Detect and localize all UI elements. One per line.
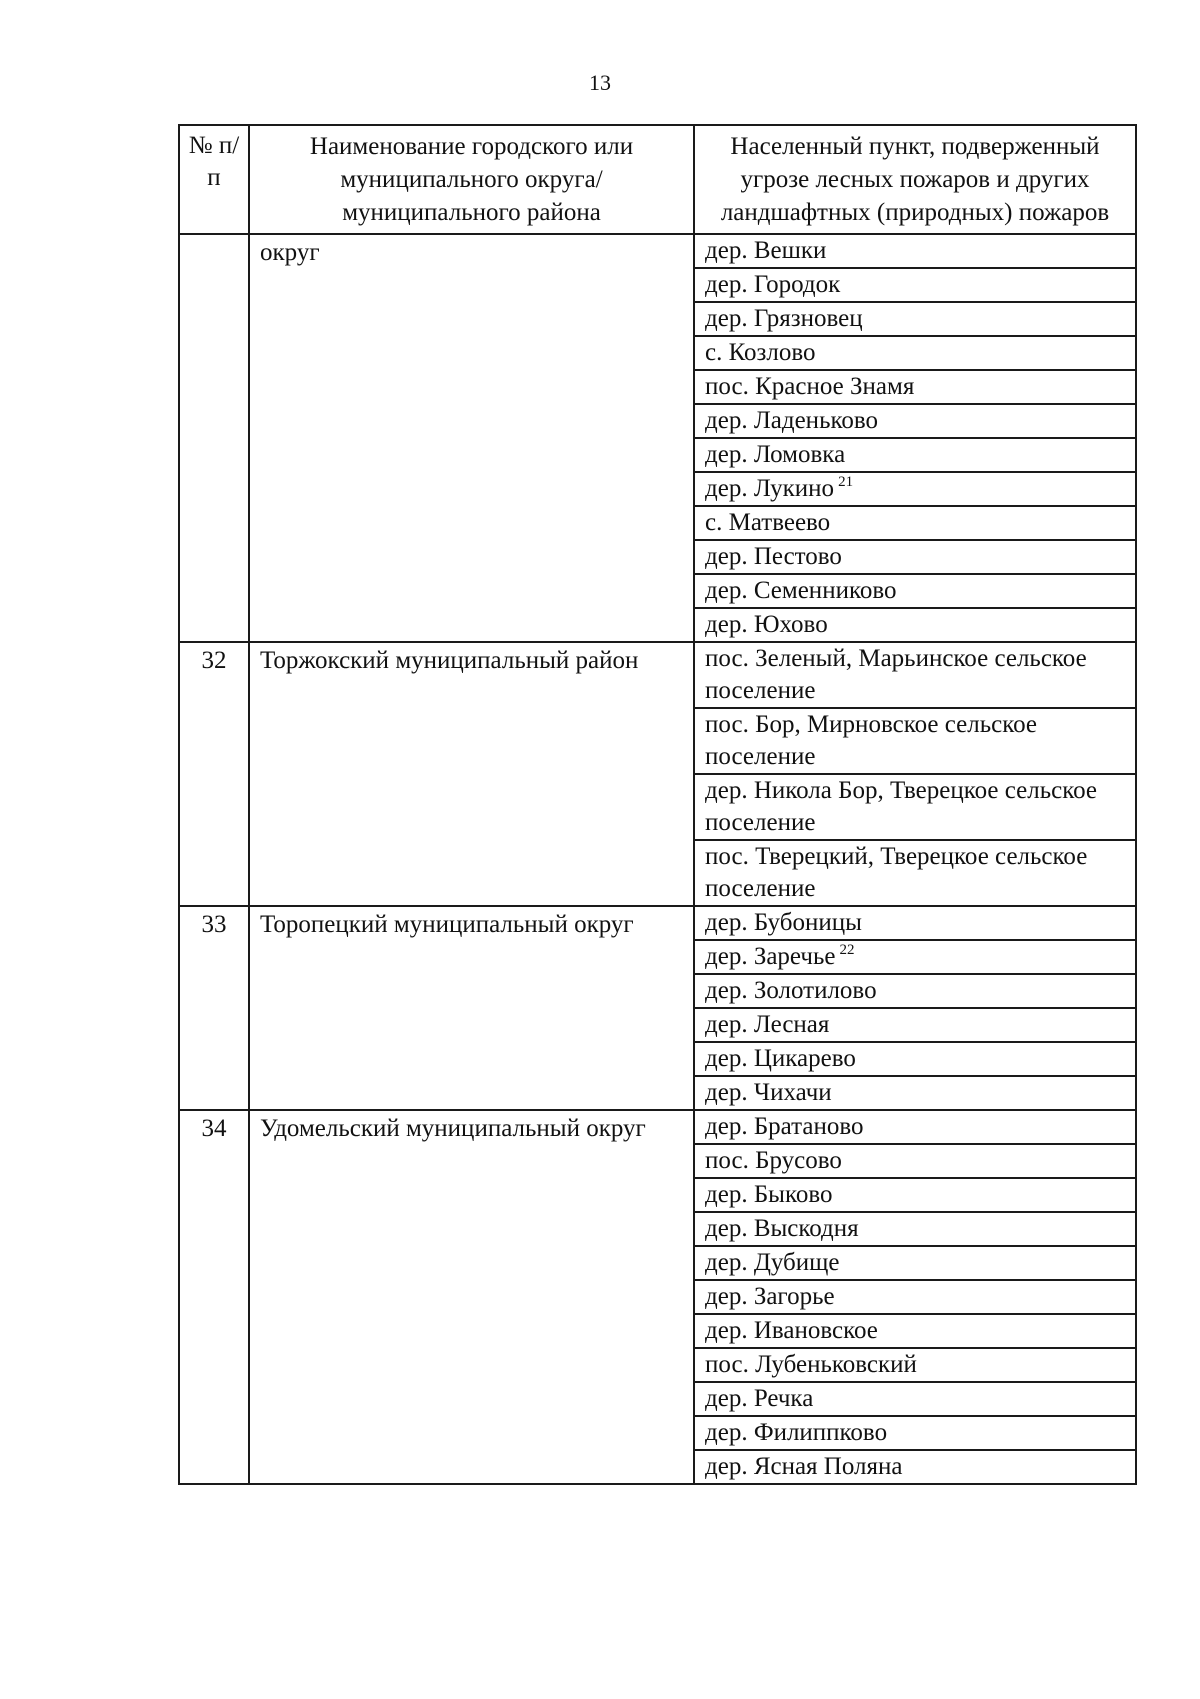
settlement-name: дер. Золотилово — [705, 977, 877, 1004]
table-body — [179, 234, 1136, 1484]
settlement-name: дер. Загорье — [705, 1283, 835, 1310]
settlement-item — [695, 1247, 1135, 1281]
settlement-list — [695, 907, 1135, 1109]
footnote-marker: 21 — [838, 474, 854, 490]
settlements-table — [178, 124, 1137, 1485]
settlement-name: дер. Выскодня — [705, 1215, 859, 1242]
footnote-marker: 22 — [839, 942, 855, 958]
settlement-item — [695, 405, 1135, 439]
settlement-item — [695, 709, 1135, 775]
row-number — [179, 234, 249, 642]
settlement-name: пос. Брусово — [705, 1147, 842, 1174]
settlement-item — [695, 775, 1135, 841]
settlement-item — [695, 609, 1135, 641]
settlement-name: дер. Братаново — [705, 1113, 864, 1140]
settlement-item — [695, 575, 1135, 609]
settlement-item — [695, 303, 1135, 337]
settlement-item — [695, 473, 1135, 507]
settlement-name: дер. Пестово — [705, 543, 842, 570]
settlement-item — [695, 541, 1135, 575]
settlement-item — [695, 1213, 1135, 1247]
settlement-item — [695, 1145, 1135, 1179]
settlement-item — [695, 841, 1135, 905]
settlement-name: дер. Речка — [705, 1385, 814, 1412]
district-name: Удомельский муниципальный округ — [249, 1110, 694, 1484]
settlement-item — [695, 1315, 1135, 1349]
settlement-name: дер. Никола Бор, Тверецкое сельское поселение — [705, 777, 1098, 836]
settlement-list-cell — [694, 642, 1136, 906]
settlement-list — [695, 643, 1135, 905]
settlement-name: дер. Юхово — [705, 611, 828, 638]
settlement-name: дер. Лесная — [705, 1011, 830, 1038]
settlement-item — [695, 975, 1135, 1009]
settlement-item — [695, 941, 1135, 975]
settlement-name: дер. Дубище — [705, 1249, 840, 1276]
settlement-item — [695, 1179, 1135, 1213]
row-number: 34 — [179, 1110, 249, 1484]
settlement-list-cell — [694, 234, 1136, 642]
settlement-name: дер. Грязновец — [705, 305, 863, 332]
header-number: № п/п — [179, 125, 249, 234]
settlement-name: с. Козлово — [705, 339, 816, 366]
settlement-name: дер. Ивановское — [705, 1317, 878, 1344]
settlement-item — [695, 1417, 1135, 1451]
settlement-item — [695, 1111, 1135, 1145]
settlement-item — [695, 1043, 1135, 1077]
settlement-name: дер. Чихачи — [705, 1079, 832, 1106]
settlement-name: пос. Бор, Мирновское сельское поселение — [705, 711, 1037, 770]
header-settlement: Населенный пункт, подверженный угрозе лесных пожаров и других ландшафтных (природных) пожаров — [694, 125, 1136, 234]
header-district-name: Наименование городского или муниципального округа/муниципального района — [249, 125, 694, 234]
table-row — [179, 642, 1136, 906]
table-row — [179, 234, 1136, 642]
settlement-item — [695, 907, 1135, 941]
settlement-item — [695, 1009, 1135, 1043]
settlement-name: пос. Тверецкий, Тверецкое сельское поселение — [705, 843, 1088, 902]
settlement-item — [695, 643, 1135, 709]
settlement-name: дер. Семенниково — [705, 577, 897, 604]
settlement-name: с. Матвеево — [705, 509, 831, 536]
settlement-name: дер. Ломовка — [705, 441, 846, 468]
settlement-list — [695, 1111, 1135, 1483]
settlement-name: дер. Городок — [705, 271, 841, 298]
district-name: Торопецкий муниципальный округ — [249, 906, 694, 1110]
district-name: округ — [249, 234, 694, 642]
settlement-item — [695, 269, 1135, 303]
settlement-name: дер. Вешки — [705, 237, 827, 264]
page-number: 13 — [589, 70, 611, 95]
settlement-name: дер. Быково — [705, 1181, 833, 1208]
table-header-row — [179, 125, 1136, 234]
settlement-name: пос. Зеленый, Марьинское сельское поселение — [705, 645, 1087, 704]
district-name: Торжокский муниципальный район — [249, 642, 694, 906]
settlement-name: пос. Красное Знамя — [705, 373, 915, 400]
settlement-item — [695, 371, 1135, 405]
settlement-item — [695, 1077, 1135, 1109]
settlement-name: дер. Заречье — [705, 943, 836, 970]
settlement-item — [695, 235, 1135, 269]
settlement-list — [695, 235, 1135, 641]
settlement-item — [695, 1451, 1135, 1483]
settlement-item — [695, 507, 1135, 541]
row-number: 32 — [179, 642, 249, 906]
row-number: 33 — [179, 906, 249, 1110]
settlement-name: дер. Ладеньково — [705, 407, 878, 434]
settlement-item — [695, 439, 1135, 473]
settlement-name: дер. Цикарево — [705, 1045, 856, 1072]
settlement-list-cell — [694, 906, 1136, 1110]
settlement-name: дер. Бубоницы — [705, 909, 862, 936]
settlement-item — [695, 1349, 1135, 1383]
settlement-item — [695, 1281, 1135, 1315]
settlement-item — [695, 337, 1135, 371]
table-row — [179, 1110, 1136, 1484]
table-row — [179, 906, 1136, 1110]
settlement-name: дер. Ясная Поляна — [705, 1453, 903, 1480]
settlement-item — [695, 1383, 1135, 1417]
settlement-name: пос. Лубеньковский — [705, 1351, 917, 1378]
settlement-list-cell — [694, 1110, 1136, 1484]
settlement-name: дер. Филиппково — [705, 1419, 888, 1446]
settlement-name: дер. Лукино — [705, 475, 835, 502]
